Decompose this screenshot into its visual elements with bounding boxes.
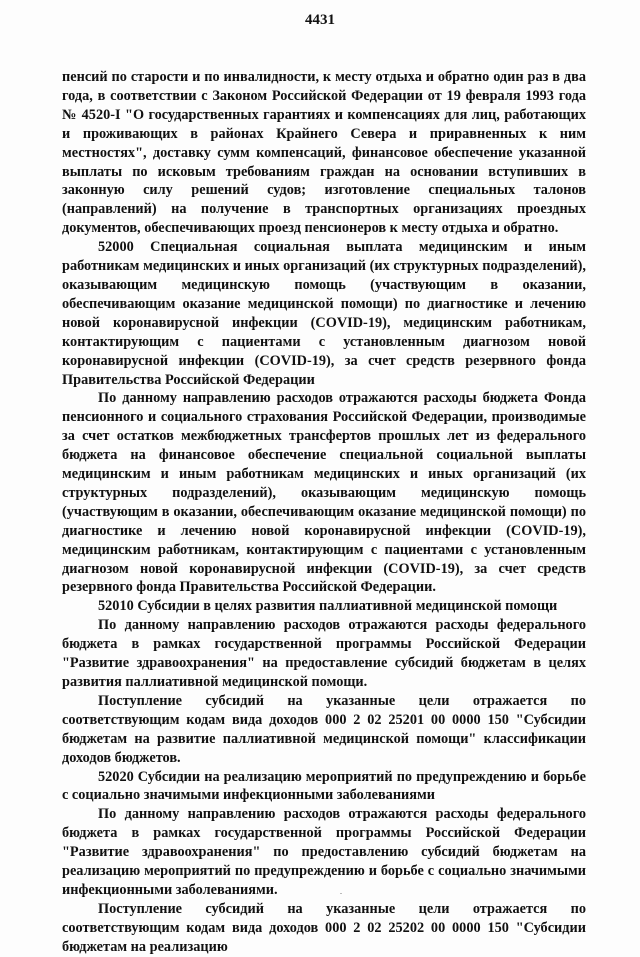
paragraph-52010-description: По данному направлению расходов отражаются расходы федерального бюджета в рамках государственной программы Российской Федерации "Развитие здравоохранения" на предоставление субсидий бюджетам в целях развития паллиативной медицинской помощи. — [62, 617, 586, 690]
paragraph-52010-income: Поступление субсидий на указанные цели отражается по соответствующим кодам вида доходов 000 2 02 25201 00 0000 150 "Субсидии бюджетам на развитие паллиативной медицинской помощи" классификации доходов бюджетов. — [62, 692, 586, 766]
scan-speck — [340, 893, 342, 894]
section-heading-52000: 52000 Специальная социальная выплата медицинским и иным работникам медицинских и иных организаций (их структурных подразделений), оказывающим медицинскую помощь (участвующим в оказании, обеспечивающим оказание медицинской помощи) по диагностике и лечению новой коронавирусной инфекции (COVID-19), медицинским работникам, контактирующим с пациентами с установленным диагнозом новой коронавирусной инфекции (COVID-19), за счет средств резервного фонда Правительства Российской Федерации — [62, 239, 586, 388]
section-heading-52010: 52010 Субсидии в целях развития паллиативной медицинской помощи — [98, 598, 558, 615]
section-heading-52020: 52020 Субсидии на реализацию мероприятий по предупреждению и борьбе с социально значимыми инфекционными заболеваниями — [62, 768, 586, 804]
paragraph-52020-income: Поступление субсидий на указанные цели отражается по соответствующим кодам вида доходов 000 2 02 25202 00 0000 150 "Субсидии бюджетам на реализацию — [62, 900, 586, 955]
page-number: 4431 — [305, 12, 335, 28]
paragraph-pension-continuation: пенсий по старости и по инвалидности, к месту отдыха и обратно один раз в два года, в соответствии с Законом Российской Федерации от 19 февраля 1993 года № 4520-I "О государственных гарантиях и компенсациях для лиц, работающих и проживающих в районах Крайнего Севера и приравненных к ним местностях", доставку сумм компенсаций, финансовое обеспечение указанной выплаты по исковым требованиям граждан на основании вступивших в законную силу решений судов; изготовление специальных талонов (направлений) на получение в транспортных организациях проездных документов, обеспечивающих проезд пенсионеров к месту отдыха и обратно. — [62, 69, 586, 237]
paragraph-52020-description: По данному направлению расходов отражаются расходы федерального бюджета в рамках государственной программы Российской Федерации "Развитие здравоохранения" по предоставлению субсидий бюджетам на реализацию мероприятий по предупреждению и борьбе с социально значимыми инфекционными заболеваниями. — [62, 806, 586, 898]
paragraph-52000-description: По данному направлению расходов отражаются расходы бюджета Фонда пенсионного и социального страхования Российской Федерации, производимые за счет остатков межбюджетных трансфертов прошлых лет из федерального бюджета на финансовое обеспечение специальной социальной выплаты медицинским и иным работникам медицинских и иных организаций (их структурных подразделений), оказывающим медицинскую помощь (участвующим в оказании, обеспечивающим оказание медицинской помощи) по диагностике и лечению новой коронавирусной инфекции (COVID-19), медицинским работникам, контактирующим с пациентами с установленным диагнозом новой коронавирусной инфекции (COVID-19), за счет средств резервного фонда Правительства Российской Федерации. — [62, 390, 586, 596]
document-body — [62, 68, 586, 957]
